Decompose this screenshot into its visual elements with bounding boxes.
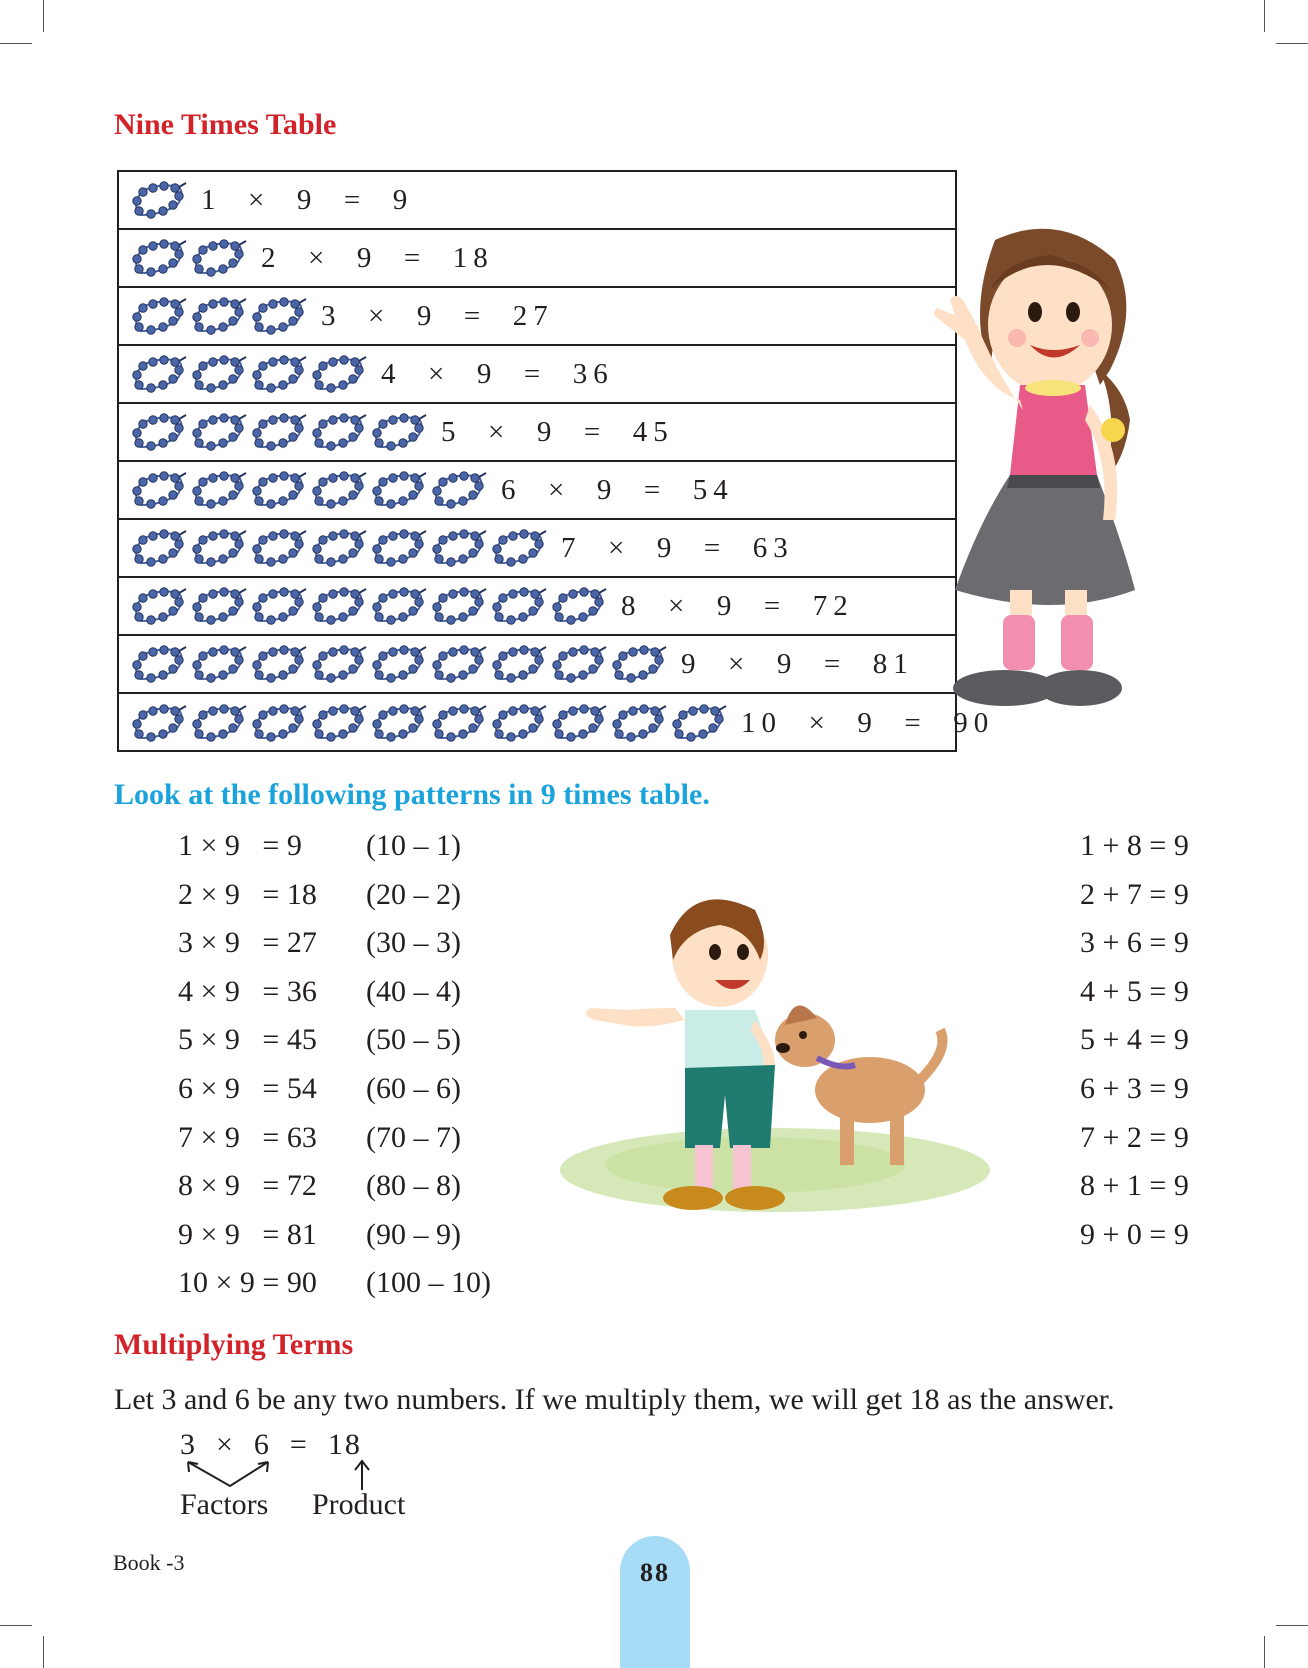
crop-mark bbox=[43, 0, 44, 32]
bead-necklace-icon bbox=[191, 471, 249, 509]
bead-necklace-icon bbox=[551, 704, 609, 742]
bead-necklace-icon bbox=[191, 645, 249, 683]
bead-necklace-icon bbox=[491, 704, 549, 742]
bead-necklace-icon bbox=[131, 181, 189, 219]
pattern-difference: (70 – 7) bbox=[366, 1120, 461, 1154]
pattern-difference: (100 – 10) bbox=[366, 1266, 491, 1300]
bead-necklace-icon bbox=[251, 529, 309, 567]
bead-necklace-icon bbox=[191, 355, 249, 393]
table-equation: 7 × 9 = 63 bbox=[561, 531, 794, 564]
terms-equation: 3 × 6 = 18 bbox=[180, 1428, 362, 1461]
crop-mark bbox=[0, 43, 32, 44]
table-equation: 4 × 9 = 36 bbox=[381, 357, 614, 390]
bead-necklace-icon bbox=[371, 471, 429, 509]
bead-group bbox=[131, 413, 429, 451]
pattern-product: 4 × 9 = 36 bbox=[178, 974, 317, 1008]
bead-necklace-icon bbox=[611, 645, 669, 683]
bead-necklace-icon bbox=[431, 645, 489, 683]
table-equation: 8 × 9 = 72 bbox=[621, 589, 854, 622]
bead-group bbox=[131, 239, 249, 277]
bead-necklace-icon bbox=[371, 529, 429, 567]
table-equation: 6 × 9 = 54 bbox=[501, 473, 734, 506]
bead-necklace-icon bbox=[191, 587, 249, 625]
bead-necklace-icon bbox=[311, 587, 369, 625]
table-row bbox=[119, 346, 955, 404]
bead-necklace-icon bbox=[131, 413, 189, 451]
bead-necklace-icon bbox=[311, 645, 369, 683]
pattern-digit-sum: 8 + 1 = 9 bbox=[1080, 1169, 1189, 1203]
pattern-product: 7 × 9 = 63 bbox=[178, 1120, 317, 1154]
terms-sentence: Let 3 and 6 be any two numbers. If we multiply them, we will get 18 as the answer. bbox=[114, 1383, 1115, 1416]
pattern-difference: (60 – 6) bbox=[366, 1071, 461, 1105]
table-equation: 1 × 9 = 9 bbox=[201, 183, 414, 216]
pattern-differences-column bbox=[366, 822, 491, 1308]
factors-label: Factors bbox=[180, 1488, 269, 1521]
nine-times-table bbox=[117, 170, 995, 752]
bead-necklace-icon bbox=[311, 355, 369, 393]
section-title-patterns: Look at the following patterns in 9 times table. bbox=[114, 778, 710, 811]
bead-necklace-icon bbox=[251, 645, 309, 683]
pattern-digit-sums-column bbox=[1080, 822, 1189, 1259]
bead-necklace-icon bbox=[251, 471, 309, 509]
crop-mark bbox=[1276, 1625, 1308, 1626]
table-equation: 3 × 9 = 27 bbox=[321, 299, 554, 332]
bead-group bbox=[131, 529, 549, 567]
bead-necklace-icon bbox=[371, 587, 429, 625]
girl-illustration bbox=[925, 220, 1195, 770]
table-row bbox=[119, 404, 955, 462]
table-row bbox=[119, 288, 955, 346]
page-number-badge bbox=[620, 1536, 690, 1668]
bead-necklace-icon bbox=[251, 355, 309, 393]
pattern-product: 2 × 9 = 18 bbox=[178, 877, 317, 911]
pattern-product: 6 × 9 = 54 bbox=[178, 1071, 317, 1105]
bead-necklace-icon bbox=[371, 704, 429, 742]
table-row bbox=[119, 230, 955, 288]
bead-group bbox=[131, 645, 669, 683]
bead-necklace-icon bbox=[431, 587, 489, 625]
bead-necklace-icon bbox=[131, 704, 189, 742]
boy-and-dog-illustration bbox=[555, 880, 1015, 1220]
bead-group bbox=[131, 181, 189, 219]
bead-necklace-icon bbox=[191, 297, 249, 335]
bead-group bbox=[131, 587, 609, 625]
product-arrow-icon bbox=[350, 1458, 374, 1492]
bead-necklace-icon bbox=[191, 529, 249, 567]
bead-necklace-icon bbox=[551, 645, 609, 683]
bead-group bbox=[131, 297, 309, 335]
bead-necklace-icon bbox=[491, 645, 549, 683]
bead-necklace-icon bbox=[311, 704, 369, 742]
section-title-multiplying-terms: Multiplying Terms bbox=[114, 1328, 354, 1361]
pattern-product: 5 × 9 = 45 bbox=[178, 1023, 317, 1057]
table-equation: 5 × 9 = 45 bbox=[441, 415, 674, 448]
bead-group bbox=[131, 355, 369, 393]
pattern-digit-sum: 1 + 8 = 9 bbox=[1080, 829, 1189, 862]
pattern-difference: (40 – 4) bbox=[366, 974, 461, 1008]
table-row bbox=[119, 694, 995, 752]
pattern-digit-sum: 9 + 0 = 9 bbox=[1080, 1217, 1189, 1251]
bead-necklace-icon bbox=[251, 413, 309, 451]
book-label: Book -3 bbox=[113, 1550, 185, 1575]
table-equation: 2 × 9 = 18 bbox=[261, 241, 494, 274]
pattern-difference: (50 – 5) bbox=[366, 1023, 461, 1057]
table-row bbox=[119, 462, 955, 520]
bead-necklace-icon bbox=[431, 529, 489, 567]
bead-necklace-icon bbox=[131, 471, 189, 509]
crop-mark bbox=[1264, 0, 1265, 32]
bead-group bbox=[131, 471, 489, 509]
table-row bbox=[119, 520, 955, 578]
bead-necklace-icon bbox=[491, 529, 549, 567]
bead-necklace-icon bbox=[371, 645, 429, 683]
bead-necklace-icon bbox=[131, 645, 189, 683]
bead-necklace-icon bbox=[251, 704, 309, 742]
crop-mark bbox=[1276, 43, 1308, 44]
pattern-digit-sum: 5 + 4 = 9 bbox=[1080, 1023, 1189, 1057]
bead-necklace-icon bbox=[131, 297, 189, 335]
bead-necklace-icon bbox=[311, 529, 369, 567]
bead-necklace-icon bbox=[131, 239, 189, 277]
bead-necklace-icon bbox=[371, 413, 429, 451]
pattern-digit-sum: 7 + 2 = 9 bbox=[1080, 1120, 1189, 1154]
bead-necklace-icon bbox=[551, 587, 609, 625]
bead-necklace-icon bbox=[251, 297, 309, 335]
bead-necklace-icon bbox=[611, 704, 669, 742]
pattern-difference: (80 – 8) bbox=[366, 1169, 461, 1203]
bead-necklace-icon bbox=[431, 471, 489, 509]
factors-arrows-icon bbox=[180, 1458, 280, 1492]
pattern-digit-sum: 2 + 7 = 9 bbox=[1080, 877, 1189, 911]
bead-necklace-icon bbox=[671, 704, 729, 742]
pattern-difference: (10 – 1) bbox=[366, 829, 461, 862]
bead-necklace-icon bbox=[251, 587, 309, 625]
section-title-nine-times-table: Nine Times Table bbox=[114, 108, 337, 141]
bead-necklace-icon bbox=[131, 355, 189, 393]
pattern-product: 8 × 9 = 72 bbox=[178, 1169, 317, 1203]
pattern-digit-sum: 4 + 5 = 9 bbox=[1080, 974, 1189, 1008]
pattern-difference: (90 – 9) bbox=[366, 1217, 461, 1251]
bead-necklace-icon bbox=[191, 413, 249, 451]
pattern-digit-sum: 6 + 3 = 9 bbox=[1080, 1071, 1189, 1105]
bead-necklace-icon bbox=[191, 704, 249, 742]
table-equation: 10 × 9 = 90 bbox=[741, 706, 995, 739]
page-number: 88 bbox=[640, 1558, 670, 1587]
crop-mark bbox=[1264, 1636, 1265, 1668]
bead-group bbox=[131, 704, 729, 742]
product-label: Product bbox=[312, 1488, 406, 1521]
pattern-difference: (30 – 3) bbox=[366, 926, 461, 960]
table-equation: 9 × 9 = 81 bbox=[681, 647, 914, 680]
bead-necklace-icon bbox=[311, 471, 369, 509]
bead-necklace-icon bbox=[431, 704, 489, 742]
pattern-product: 1 × 9 = 9 bbox=[178, 829, 302, 862]
bead-necklace-icon bbox=[191, 239, 249, 277]
pattern-product: 3 × 9 = 27 bbox=[178, 926, 317, 960]
bead-necklace-icon bbox=[131, 587, 189, 625]
pattern-difference: (20 – 2) bbox=[366, 877, 461, 911]
table-row bbox=[119, 636, 955, 694]
pattern-product: 9 × 9 = 81 bbox=[178, 1217, 317, 1251]
bead-necklace-icon bbox=[311, 413, 369, 451]
crop-mark bbox=[43, 1636, 44, 1668]
crop-mark bbox=[0, 1625, 32, 1626]
pattern-digit-sum: 3 + 6 = 9 bbox=[1080, 926, 1189, 960]
pattern-product: 10 × 9 = 90 bbox=[178, 1266, 317, 1300]
bead-necklace-icon bbox=[491, 587, 549, 625]
table-row bbox=[119, 172, 955, 230]
bead-necklace-icon bbox=[131, 529, 189, 567]
pattern-products-column bbox=[178, 822, 317, 1308]
table-row bbox=[119, 578, 955, 636]
